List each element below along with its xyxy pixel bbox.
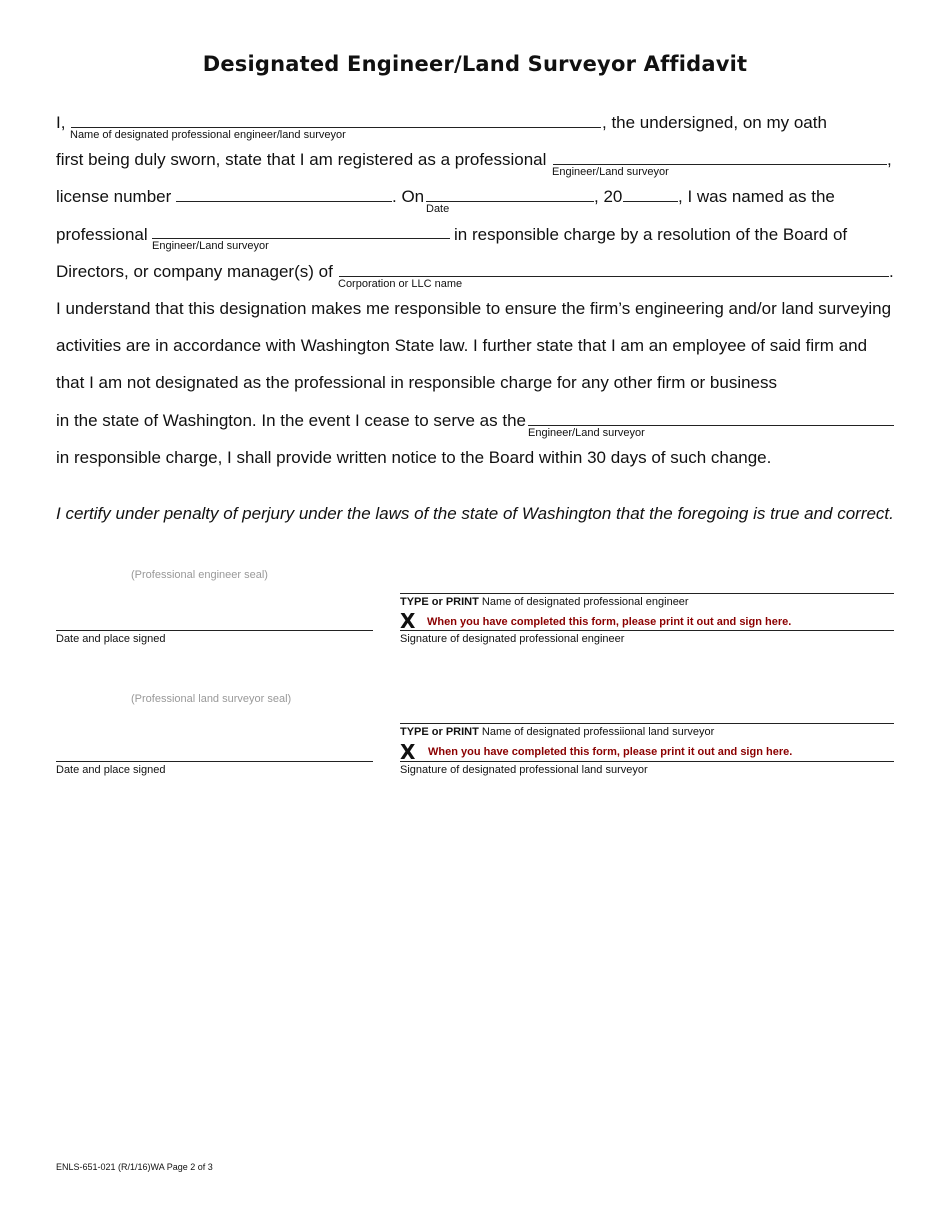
profession-caption: Engineer/Land surveyor — [552, 166, 669, 178]
engineer-seal-placeholder: (Professional engineer seal) — [131, 569, 268, 581]
surveyor-print-name-field[interactable] — [400, 723, 894, 724]
surveyor-signature-field[interactable] — [400, 761, 894, 762]
surveyor-type-print-label — [400, 726, 714, 738]
date-field[interactable] — [426, 201, 594, 202]
line3-on: . On — [392, 187, 425, 206]
page-title: Designated Engineer/Land Surveyor Affidavit — [202, 52, 748, 76]
line3-prefix: license number — [56, 187, 172, 206]
type-print-bold: TYPE or PRINT — [400, 596, 479, 608]
profession-field-2[interactable] — [152, 238, 450, 239]
engineer-type-print-label — [400, 596, 689, 608]
corporation-field[interactable] — [339, 276, 889, 277]
engineer-sign-note: When you have completed this form, please print it out and sign here. — [427, 616, 792, 628]
surveyor-date-place-field[interactable] — [56, 761, 373, 762]
profession-field[interactable] — [553, 164, 887, 165]
type-print-rest: Name of designated professiional land surveyor — [478, 726, 715, 738]
line2-suffix: , — [887, 150, 892, 169]
engineer-print-name-field[interactable] — [400, 593, 894, 594]
line1-suffix: , the undersigned, on my oath — [602, 113, 827, 132]
surveyor-date-label: Date and place signed — [56, 764, 166, 776]
engineer-name-caption: Name of designated professional engineer/land surveyor — [70, 129, 346, 141]
engineer-signature-field[interactable] — [400, 630, 894, 631]
corporation-caption: Corporation or LLC name — [338, 278, 463, 290]
line3-20: , 20 — [594, 187, 623, 206]
body-line-6: I understand that this designation makes me responsible to ensure the firm’s engineering and/or land surveying — [56, 299, 892, 318]
body-line-7: activities are in accordance with Washington State law. I further state that I am an employee of said firm and — [56, 336, 868, 355]
engineer-date-label: Date and place signed — [56, 633, 166, 645]
line1-prefix: I, — [56, 113, 66, 132]
surveyor-sign-note: When you have completed this form, please print it out and sign here. — [428, 746, 793, 758]
engineer-signature-label: Signature of designated professional engineer — [400, 633, 625, 645]
line3-suffix: , I was named as the — [678, 187, 835, 206]
type-print-rest: Name of designated professional engineer — [478, 596, 689, 608]
form-footer: ENLS-651-021 (R/1/16)WA Page 2 of 3 — [56, 1162, 213, 1172]
surveyor-sign-x-icon: X — [400, 740, 416, 764]
line2-prefix: first being duly sworn, state that I am registered as a professional — [56, 150, 547, 169]
profession-caption-2: Engineer/Land surveyor — [152, 240, 269, 252]
engineer-name-field[interactable] — [71, 127, 601, 128]
line5-suffix: . — [889, 262, 894, 281]
engineer-sign-x-icon: X — [400, 609, 416, 633]
profession-caption-3: Engineer/Land surveyor — [528, 427, 645, 439]
line9-prefix: in the state of Washington. In the event I cease to serve as the — [56, 411, 526, 430]
type-print-bold: TYPE or PRINT — [400, 726, 479, 738]
line5-prefix: Directors, or company manager(s) of — [56, 262, 333, 281]
profession-field-3[interactable] — [528, 425, 894, 426]
surveyor-signature-label: Signature of designated professional land surveyor — [400, 764, 648, 776]
body-line-8: that I am not designated as the professional in responsible charge for any other firm or business — [56, 373, 778, 392]
date-caption: Date — [426, 203, 450, 215]
year-field[interactable] — [623, 201, 678, 202]
engineer-date-place-field[interactable] — [56, 630, 373, 631]
body-line-10: in responsible charge, I shall provide written notice to the Board within 30 days of such change. — [56, 448, 772, 467]
license-number-field[interactable] — [176, 201, 392, 202]
certification-statement: I certify under penalty of perjury under the laws of the state of Washington that the foregoing is true and correct. — [56, 504, 894, 523]
line4-prefix: professional — [56, 225, 148, 244]
surveyor-seal-placeholder: (Professional land surveyor seal) — [131, 693, 292, 705]
line4-suffix: in responsible charge by a resolution of the Board of — [454, 225, 848, 244]
